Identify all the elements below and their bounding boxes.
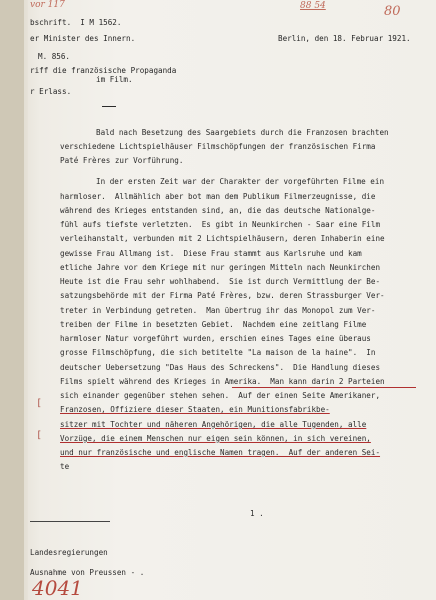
margin-bracket-mark: [ [36, 398, 43, 409]
header-divider [102, 106, 116, 107]
footer-line-2: Ausnahme von Preussen - . [30, 568, 145, 577]
body-line: sich einander gegenüber stehen sehen. Auf der einen Seite Amerikaner, [60, 391, 381, 400]
body-line: treiben der Filme in besetzten Gebiet. Nachdem eine zeitlang Filme [60, 320, 367, 329]
place-date: Berlin, den 18. Februar 1921. [278, 34, 411, 43]
body-line: deutscher Uebersetzung "Das Haus des Schreckens". Die Handlung dieses [60, 363, 381, 372]
body-line: während des Krieges entstanden sind, an, die das deutsche Nationalge- [60, 206, 376, 215]
body-line: harmloser. Allmählich aber bot man dem Publikum Filmerzeugnisse, die [60, 192, 376, 201]
handwritten-note-bottom-left: 4041 [32, 576, 83, 600]
body-line-underlined: Vorzüge, die einem Menschen nur eigen sein können, in sich vereinen, [60, 434, 371, 443]
margin-bracket-mark: [ [36, 430, 43, 441]
body-line: te [60, 462, 70, 471]
body-line: Paté Frères zur Vorführung. [60, 156, 184, 165]
body-line-underlined: Franzosen, Offiziere dieser Staaten, ein Munitionsfabrikbe- [60, 405, 330, 414]
erlass-line: r Erlass. [30, 87, 72, 96]
body-line: verschiedene Lichtspielhäuser Filmschöpfungen der französischen Firma [60, 142, 376, 151]
red-underline-mark [232, 387, 416, 388]
body-line-underlined: sitzer mit Tochter und näheren Angehörigen, die alle Tugenden, alle [60, 420, 367, 429]
footer-line-1: Landesregierungen [30, 548, 108, 557]
abschrift-line: bschrift. I M 1562. [30, 18, 122, 27]
body-line: verleihanstalt, verbunden mit 2 Lichtspielhäusern, deren Inhaberin eine [60, 234, 385, 243]
body-line: grosse Filmschöpfung, die sich betitelte "La maison de la haine". In [60, 348, 376, 357]
body-line: Bald nach Besetzung des Saargebiets durch die Franzosen brachten [96, 128, 389, 137]
subject-line-1: riff die französische Propaganda [30, 66, 177, 75]
handwritten-note-top-mid: 88 54 [300, 1, 326, 11]
body-line-underlined: und nur französische und englische Namen tragen. Auf der anderen Sei- [60, 448, 381, 457]
subject-line-2: im Film. [96, 75, 133, 84]
body-line: Films spielt während des Krieges in Amerika. Man kann darin 2 Parteien [60, 377, 385, 386]
binding-strip [0, 0, 24, 600]
footer-divider [30, 521, 110, 522]
body-line: fühl aufs tiefste verletzten. Es gibt in Neunkirchen - Saar eine Film [60, 220, 381, 229]
document-number: M. 856. [38, 52, 71, 61]
sender-line: er Minister des Innern. [30, 34, 136, 43]
handwritten-note-top-right: 80 [384, 4, 401, 19]
body-line: etliche Jahre vor dem Kriege mit nur geringen Mitteln nach Neunkirchen [60, 263, 381, 272]
body-line: gewisse Frau Allmang ist. Diese Frau stammt aus Karlsruhe und kam [60, 249, 362, 258]
body-line: satzungsbehörde mit der Firma Paté Frères, bzw. deren Strassburger Ver- [60, 291, 385, 300]
handwritten-note-top-left: vor 117 [30, 0, 65, 10]
page-number: 1 . [250, 509, 264, 518]
body-line: treter in Verbindung getreten. Man übertrug ihr das Monopol zum Ver- [60, 306, 376, 315]
body-line: harmloser Natur vorgeführt wurden, erschien eines Tages eine überaus [60, 334, 371, 343]
body-line: In der ersten Zeit war der Charakter der vorgeführten Filme ein [96, 177, 385, 186]
body-line: Heute ist die Frau sehr wohlhabend. Sie ist durch Vermittlung der Be- [60, 277, 381, 286]
